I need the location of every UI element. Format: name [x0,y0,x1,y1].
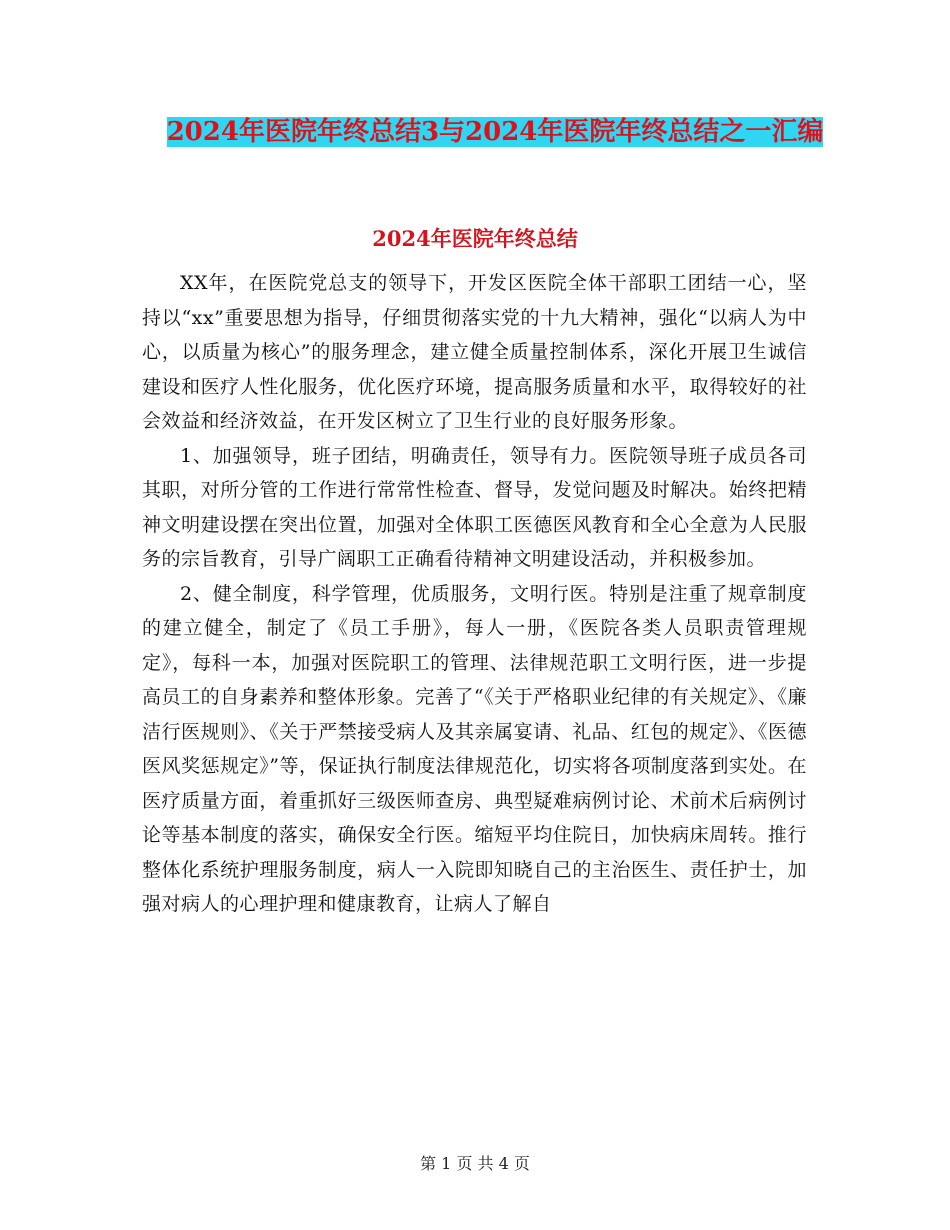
paragraph-1: 1、加强领导，班子团结，明确责任，领导有力。医院领导班子成员各司其职，对所分管的工作进行常常性检查、督导，发觉问题及时解决。始终把精神文明建设摆在突出位置，加强对全体职工医德医风教育和全心全意为人民服务的宗旨教育，引导广阔职工正确看待精神文明建设活动，并积极参加。 [142,444,807,570]
section-title: 2024年医院年终总结 [372,226,578,251]
document-title [140,112,850,152]
document-body [142,266,807,922]
page-footer: 第 1 页 共 4 页 [420,1154,530,1173]
paragraph-intro: XX年，在医院党总支的领导下，开发区医院全体干部职工团结一心，坚持以“xx”重要思想为指导，仔细贯彻落实党的十九大精神，强化“以病人为中心，以质量为核心”的服务理念，建立健全质量控制体系，深化开展卫生诚信建设和医疗人性化服务，优化医疗环境，提高服务质量和水平，取得较好的社会效益和经济效益，在开发区树立了卫生行业的良好服务形象。 [142,272,807,432]
document-title-text: 2024年医院年终总结3与2024年医院年终总结之一汇编 [166,117,824,147]
paragraph-2: 2、健全制度，科学管理，优质服务，文明行医。特别是注重了规章制度的建立健全，制定了《员工手册》，每人一册，《医院各类人员职责管理规定》，每科一本，加强对医院职工的管理、法律规范职工文明行医，进一步提高员工的自身素养和整体形象。完善了“《关于严格职业纪律的有关规定》、《廉洁行医规则》、《关于严禁接受病人及其亲属宴请、礼品、红包的规定》、《医德医风奖惩规定》”等，保证执行制度法律规范化，切实将各项制度落到实处。在医疗质量方面，着重抓好三级医师查房、典型疑难病例讨论、术前术后病例讨论等基本制度的落实，确保安全行医。缩短平均住院日，加快病床周转。推行整体化系统护理服务制度，病人一入院即知晓自己的主治医生、责任护士，加强对病人的心理护理和健康教育，让病人了解自 [142,582,807,915]
